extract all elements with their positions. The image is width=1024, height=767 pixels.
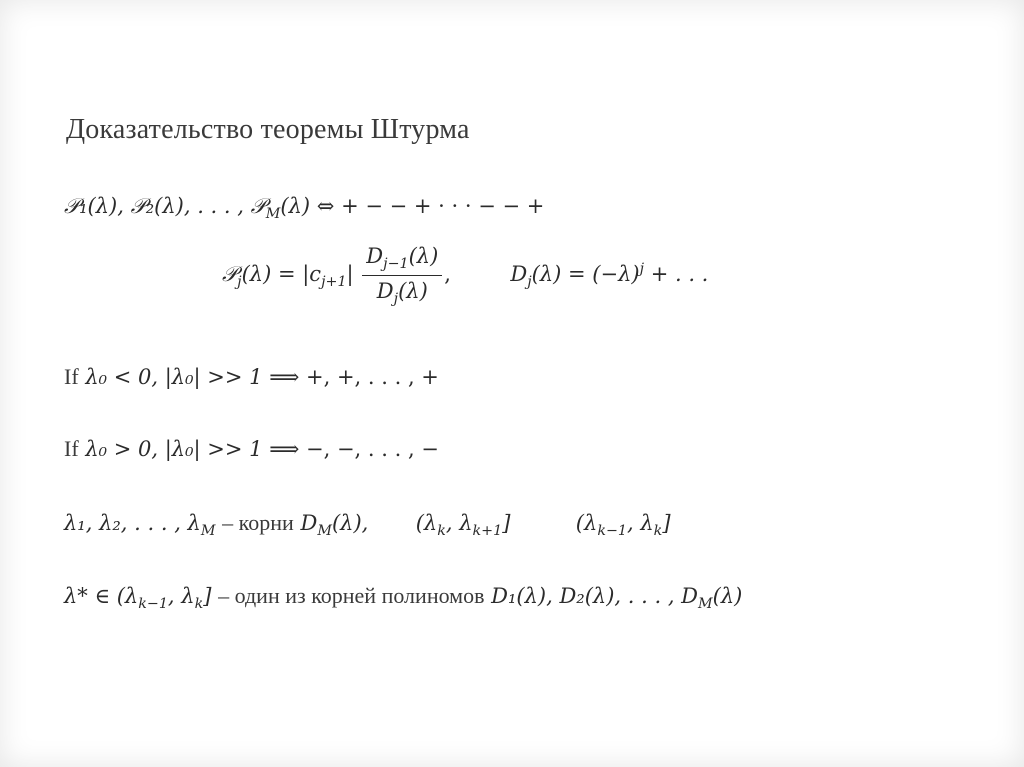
negative-condition: λ₀ < 0, |λ₀| >> 1	[85, 365, 263, 389]
positive-signs: +, +, . . . , +	[306, 365, 439, 389]
implies-arrow: ⟹	[269, 365, 300, 389]
negative-signs: −, −, . . . , −	[306, 437, 439, 461]
sign-pattern: + − − + · · · − − +	[341, 194, 545, 218]
if-word: If	[64, 364, 79, 389]
polynomial-sequence: D₁(λ), D₂(λ), . . . , $D_M(\lambda)$	[491, 584, 743, 612]
roots-line	[64, 510, 671, 539]
sturm-lhs: 𝒫$_j$(λ) = $|c_{j+1}|$	[222, 261, 354, 290]
fraction-denominator: $D_j(\lambda)$	[376, 278, 428, 307]
sturm-definition-line	[222, 244, 708, 307]
positive-limit-line	[64, 436, 439, 462]
fraction-numerator: $D_{j-1}(\lambda)$	[362, 244, 442, 276]
lambda-star: λ* ∈ ($\lambda_{k-1}$, $\lambda_k$]	[64, 584, 212, 612]
root-membership-line	[64, 583, 742, 612]
polynomial-list: 𝒫₁(λ), 𝒫₂(λ), . . . , 𝒫$_M$(λ)	[64, 194, 311, 222]
implies-arrow: ⟹	[269, 437, 300, 461]
membership-text: – один из корней полиномов	[218, 583, 485, 608]
if-word: If	[64, 436, 79, 461]
sturm-fraction	[362, 244, 442, 307]
determinant-formula: $D_j(\lambda) = (-\lambda)^j$ + . . .	[510, 261, 709, 290]
determinant-dm: $D_M(\lambda)$,	[300, 511, 369, 539]
positive-condition: λ₀ > 0, |λ₀| >> 1	[85, 437, 263, 461]
sign-sequence-line	[64, 194, 544, 222]
roots-text: – корни	[222, 510, 294, 535]
interval-k-minus-1: ($\lambda_{k-1}$, $\lambda_k$]	[575, 511, 671, 539]
interval-k: ($\lambda_k$, $\lambda_{k+1}$]	[415, 511, 511, 539]
slide-title: Доказательство теоремы Штурма	[66, 114, 470, 145]
formula-comma: ,	[444, 261, 451, 286]
negative-limit-line	[64, 364, 439, 390]
equivalence-arrow: ⇔	[316, 194, 335, 218]
roots-list: λ₁, λ₂, . . . , $\lambda_M$	[64, 511, 216, 539]
